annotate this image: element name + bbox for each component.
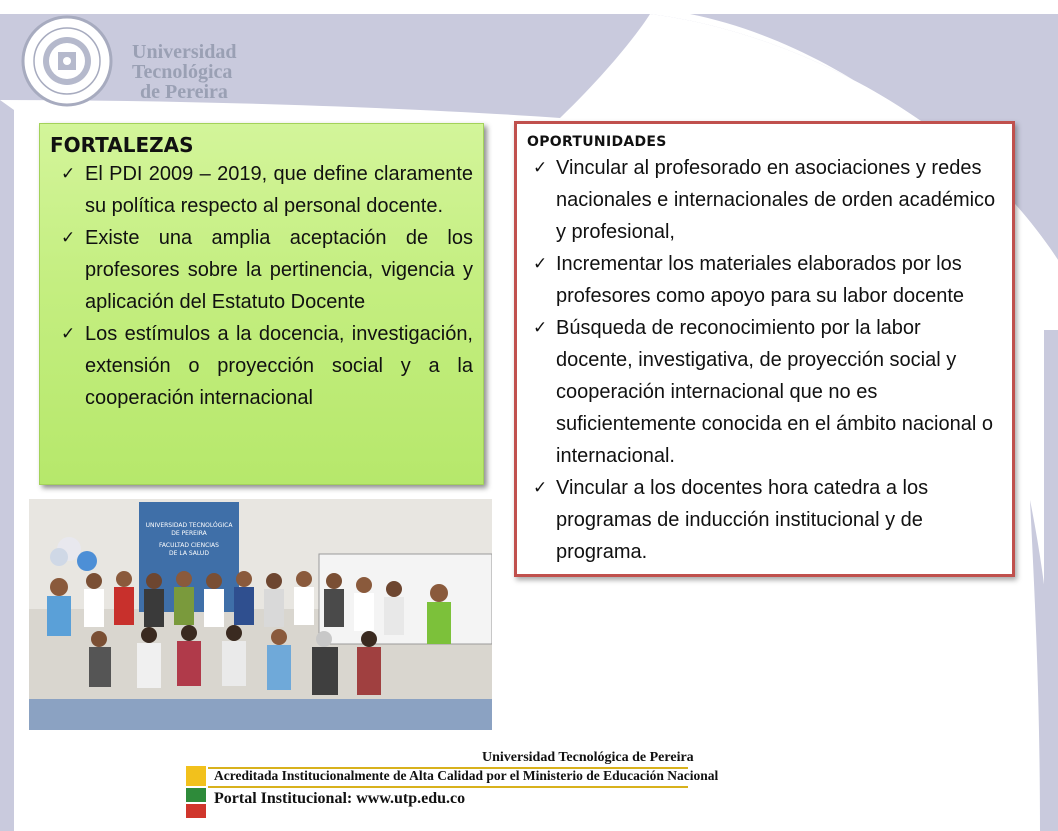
logo-line-2: Tecnológica [132, 61, 233, 83]
logo-line-3: de Pereira [140, 81, 228, 103]
list-item [527, 152, 998, 248]
checkmark-icon: ✓ [61, 164, 76, 184]
checkmark-icon: ✓ [533, 158, 548, 178]
list-item [50, 318, 473, 414]
checkmark-icon: ✓ [533, 318, 548, 338]
logo-line-1: Universidad [132, 41, 237, 63]
banner-text: UNIVERSIDAD TECNOLÓGICA [145, 522, 233, 529]
list-item [50, 158, 473, 222]
colombia-flag-icon [186, 766, 206, 818]
list-item [50, 222, 473, 318]
logo-wordmark [132, 42, 236, 102]
footer [186, 750, 719, 820]
fortalezas-box [39, 123, 484, 485]
fortalezas-title: FORTALEZAS [50, 133, 194, 157]
list-item-text: Existe una amplia aceptación de los profesores sobre la pertinencia, vigencia y aplicación del Estatuto Docente [85, 227, 473, 313]
footer-portal-link[interactable]: Portal Institucional: www.utp.edu.co [214, 790, 466, 807]
list-item-text: El PDI 2009 – 2019, que define claramente su política respecto al personal docente. [85, 163, 473, 217]
fortalezas-list [50, 158, 473, 414]
university-seal-icon [20, 14, 115, 109]
list-item-text: Búsqueda de reconocimiento por la labor docente, investigativa, de proyección social y cooperación internacional que no es suficientemente conocida en el ámbito nacional o internacional. [556, 317, 993, 467]
list-item [527, 472, 998, 568]
group-photo [29, 499, 492, 730]
footer-university-name: Universidad Tecnológica de Pereira [482, 750, 694, 765]
footer-accreditation: Acreditada Institucionalmente de Alta Calidad por el Ministerio de Educación Nacional [214, 768, 719, 783]
list-item-text: Los estímulos a la docencia, investigación, extensión o proyección social y a la cooperación internacional [85, 323, 473, 409]
list-item [527, 248, 998, 312]
checkmark-icon: ✓ [533, 478, 548, 498]
footer-divider [208, 786, 688, 788]
list-item-text: Vincular a los docentes hora catedra a los programas de inducción institucional y de programa. [556, 477, 929, 563]
list-item-text: Incrementar los materiales elaborados por los profesores como apoyo para su labor docente [556, 253, 965, 307]
svg-text:FACULTAD CIENCIAS: FACULTAD CIENCIAS [159, 542, 219, 549]
checkmark-icon: ✓ [61, 228, 76, 248]
list-item [527, 312, 998, 472]
list-item-text: Vincular al profesorado en asociaciones y redes nacionales e internacionales de orden académico y profesional, [556, 157, 996, 243]
group-photo-illustration [29, 499, 492, 730]
oportunidades-title: OPORTUNIDADES [527, 134, 667, 150]
checkmark-icon: ✓ [61, 324, 76, 344]
checkmark-icon: ✓ [533, 254, 548, 274]
svg-text:DE PEREIRA: DE PEREIRA [171, 530, 207, 537]
svg-text:DE LA SALUD: DE LA SALUD [169, 550, 209, 557]
oportunidades-box [514, 121, 1015, 577]
oportunidades-list [527, 152, 998, 568]
university-logo [20, 14, 237, 109]
